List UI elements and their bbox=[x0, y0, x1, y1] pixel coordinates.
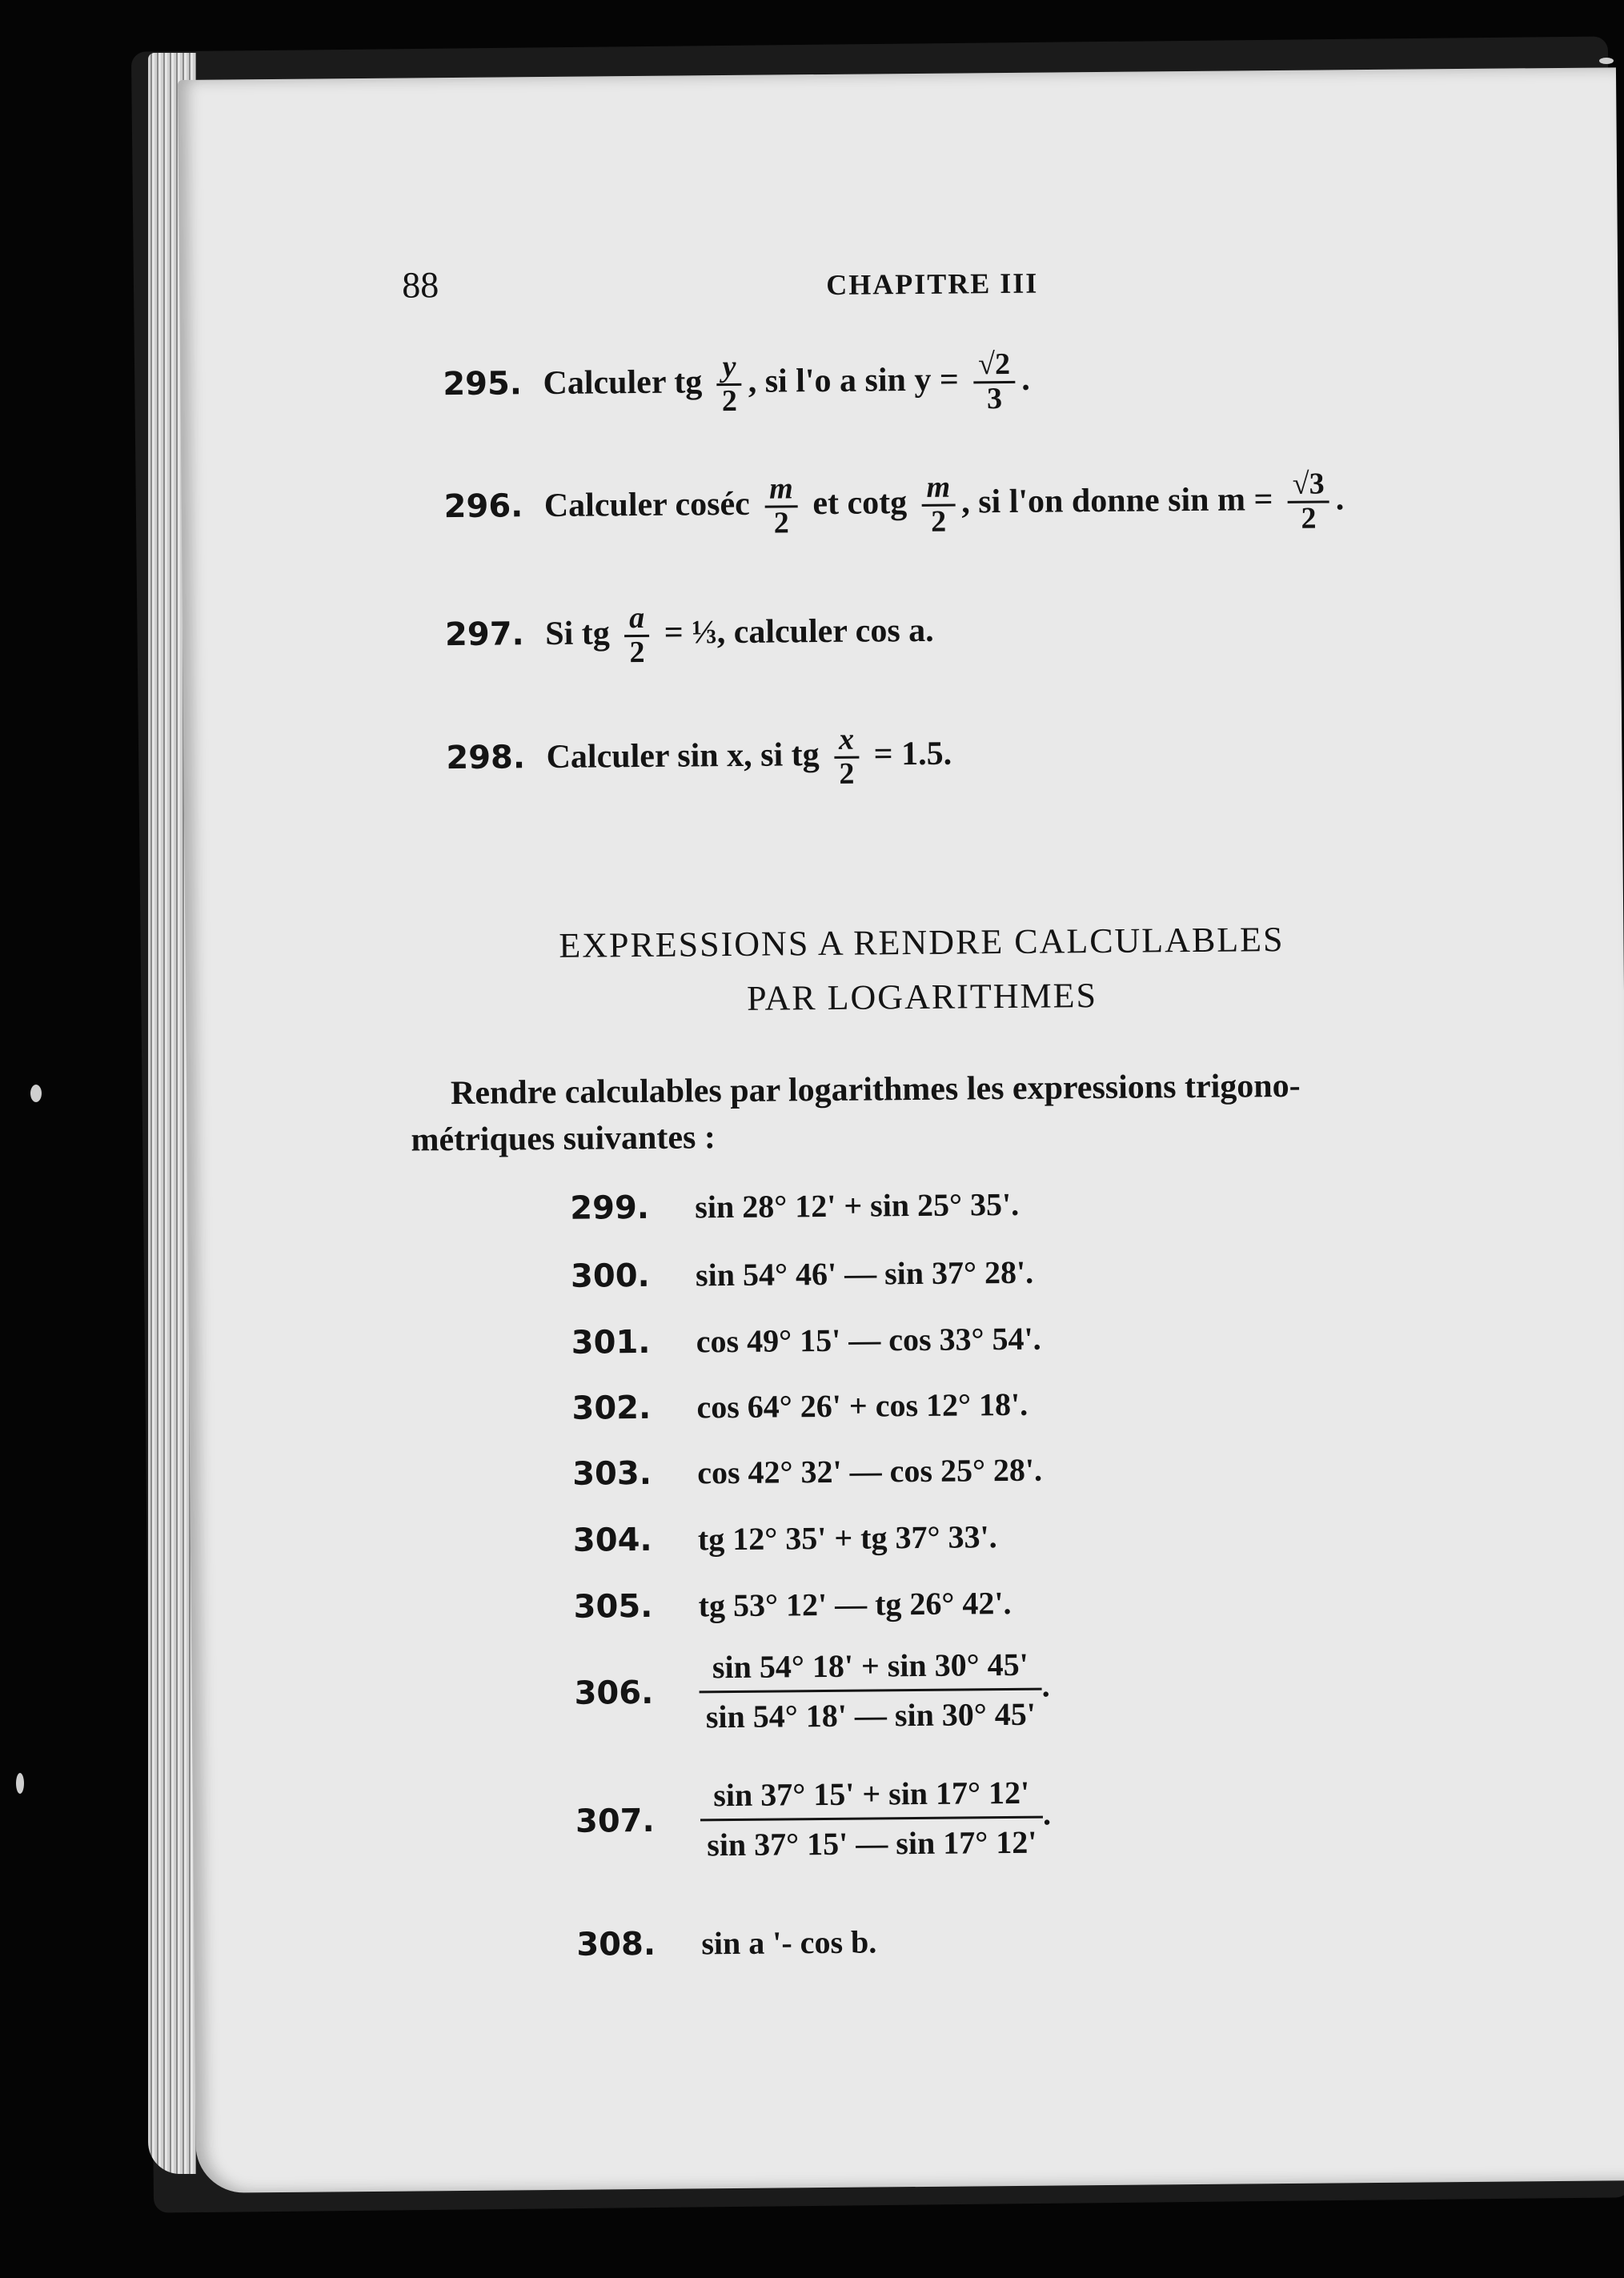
fraction: $\frac{m}{2}$ bbox=[764, 473, 798, 539]
period: . bbox=[1042, 1795, 1052, 1832]
scan-speck bbox=[16, 1773, 24, 1794]
expression-text: tg 53° 12' — tg 26° 42'. bbox=[698, 1584, 1012, 1624]
expression-text: cos 49° 15' — cos 33° 54'. bbox=[696, 1320, 1041, 1360]
expression-303 bbox=[572, 1451, 1042, 1493]
scan-speck bbox=[1599, 58, 1614, 64]
exercise-number: 306. bbox=[574, 1674, 654, 1712]
section-title-line-1: EXPRESSIONS A RENDRE CALCULABLES bbox=[559, 919, 1285, 965]
exercise-text: Si tg bbox=[545, 615, 610, 653]
expression-text: sin a '- cos b. bbox=[701, 1923, 877, 1962]
period: . bbox=[1021, 360, 1030, 398]
expression-text: cos 42° 32' — cos 25° 28'. bbox=[697, 1451, 1043, 1491]
expression-text: cos 64° 26' + cos 12° 18'. bbox=[696, 1386, 1029, 1426]
exercise-text: Calculer coséc bbox=[543, 485, 751, 525]
fraction: $\frac{√3}{2}$ bbox=[1288, 468, 1330, 535]
exercise-296 bbox=[443, 468, 1344, 543]
expression-299 bbox=[570, 1185, 1019, 1227]
fraction: $\frac{a}{2}$ bbox=[624, 603, 650, 669]
fraction: $\frac{m}{2}$ bbox=[921, 472, 955, 539]
expression-text: sin 28° 12' + sin 25° 35'. bbox=[695, 1185, 1020, 1225]
exercise-text: , si l'o a sin y = bbox=[748, 361, 960, 400]
expression-300 bbox=[571, 1253, 1033, 1295]
exercise-number: 297. bbox=[444, 616, 524, 654]
fraction: $\frac{x}{2}$ bbox=[834, 724, 860, 791]
exercise-number: 304. bbox=[572, 1521, 652, 1559]
exercise-text: = ⅓, calculer cos a. bbox=[664, 612, 934, 652]
exercise-number: 300. bbox=[570, 1257, 650, 1295]
period: . bbox=[1335, 480, 1345, 518]
exercise-text: Calculer sin x, si tg bbox=[546, 736, 820, 776]
exercise-number: 299. bbox=[570, 1189, 650, 1227]
exercise-text: Calculer tg bbox=[543, 363, 703, 403]
expression-304 bbox=[573, 1518, 997, 1559]
fraction: $\frac{y}{2}$ bbox=[716, 351, 742, 418]
period: . bbox=[1041, 1667, 1050, 1704]
expression-305 bbox=[573, 1584, 1011, 1626]
intro-line-1: Rendre calculables par logarithmes les expressions trigono- bbox=[450, 1067, 1301, 1113]
chapter-title: CHAPITRE III bbox=[826, 267, 1039, 301]
exercise-text: , si l'on donne sin m = bbox=[961, 481, 1273, 521]
ratio bbox=[699, 1646, 1042, 1736]
expression-302 bbox=[571, 1386, 1028, 1427]
exercise-297 bbox=[445, 600, 934, 671]
exercise-text: et cotg bbox=[812, 484, 908, 523]
exercise-295 bbox=[443, 349, 1030, 420]
expression-text: tg 12° 35' + tg 37° 33'. bbox=[697, 1518, 997, 1558]
exercise-number: 301. bbox=[571, 1323, 651, 1362]
exercise-number: 307. bbox=[575, 1802, 655, 1840]
denominator: sin 37° 15' — sin 17° 12' bbox=[700, 1816, 1044, 1864]
numerator: sin 37° 15' + sin 17° 12' bbox=[713, 1774, 1030, 1814]
scan-speck bbox=[30, 1085, 42, 1102]
exercise-text: = 1.5. bbox=[873, 735, 952, 773]
section-title-line-2: PAR LOGARITHMES bbox=[746, 976, 1098, 1018]
page-number: 88 bbox=[402, 264, 439, 306]
exercise-number: 303. bbox=[572, 1454, 652, 1493]
numerator: sin 54° 18' + sin 30° 45' bbox=[712, 1646, 1029, 1686]
denominator: sin 54° 18' — sin 30° 45' bbox=[700, 1688, 1043, 1736]
exercise-number: 308. bbox=[576, 1925, 656, 1963]
exercise-298 bbox=[446, 724, 952, 794]
expression-308 bbox=[576, 1923, 876, 1963]
exercise-number: 295. bbox=[443, 365, 523, 403]
ratio bbox=[700, 1774, 1044, 1864]
expression-text: sin 54° 46' — sin 37° 28'. bbox=[695, 1253, 1034, 1293]
fraction: $\frac{√2}{3}$ bbox=[973, 349, 1016, 415]
exercise-number: 298. bbox=[446, 739, 526, 777]
expression-307 bbox=[575, 1774, 1052, 1865]
exercise-number: 302. bbox=[571, 1389, 652, 1427]
exercise-number: 296. bbox=[443, 487, 523, 526]
book-page bbox=[178, 67, 1624, 2193]
expression-301 bbox=[571, 1320, 1041, 1362]
expression-306 bbox=[574, 1646, 1050, 1737]
intro-line-2: métriques suivantes : bbox=[411, 1119, 716, 1159]
exercise-number: 305. bbox=[573, 1587, 653, 1626]
